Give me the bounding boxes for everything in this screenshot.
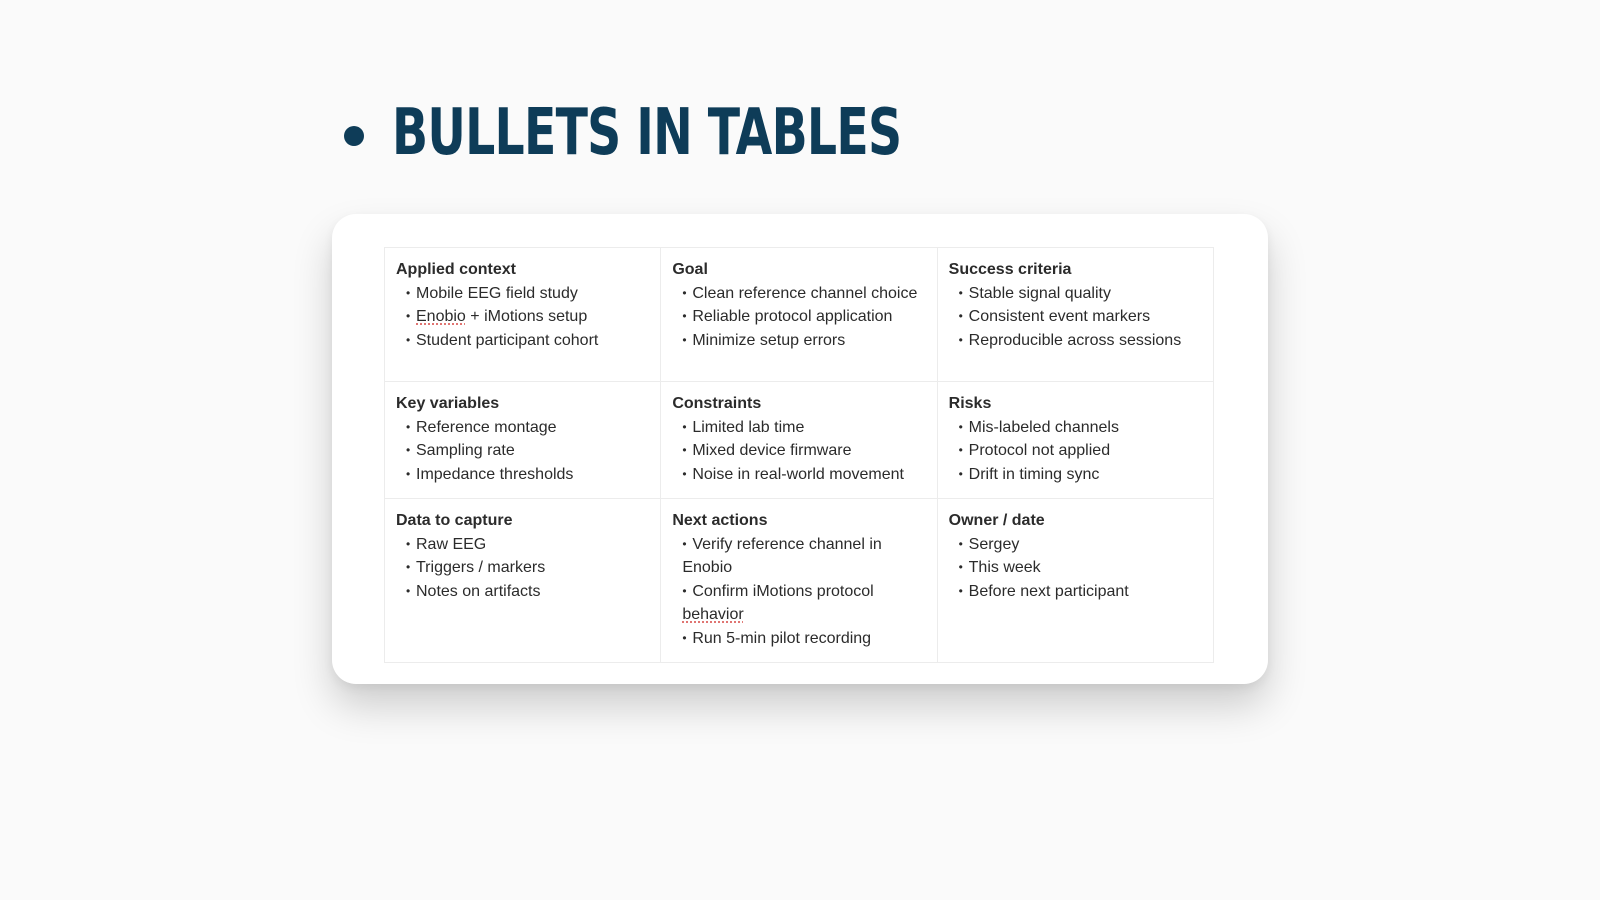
cell-risks[interactable] — [937, 382, 1213, 499]
bullet-item: • Protocol not applied — [949, 439, 1201, 463]
table-card — [332, 214, 1268, 684]
bullet-list — [949, 533, 1201, 604]
bullet-item: • Reproducible across sessions — [949, 329, 1201, 353]
table-row — [385, 499, 1214, 663]
bullet-item: • Sampling rate — [396, 439, 648, 463]
bullet-item: • Limited lab time — [672, 416, 924, 440]
bullet-item: • Reference montage — [396, 416, 648, 440]
cell-data-to-capture[interactable] — [385, 499, 661, 663]
bullet-item: • Drift in timing sync — [949, 463, 1201, 487]
cell-goal[interactable] — [661, 248, 937, 382]
bullet-item: • Clean reference channel choice — [672, 282, 924, 306]
cell-applied-context[interactable] — [385, 248, 661, 382]
bullet-item: • Noise in real-world movement — [672, 463, 924, 487]
bullet-item: • Mis-labeled channels — [949, 416, 1201, 440]
cell-heading: Goal — [672, 261, 708, 278]
bullet-item: • This week — [949, 556, 1201, 580]
spellcheck-word: behavior — [682, 606, 744, 623]
bullet-item: • Triggers / markers — [396, 556, 648, 580]
cell-success-criteria[interactable] — [937, 248, 1213, 382]
bullet-item — [672, 580, 924, 627]
cell-heading: Next actions — [672, 512, 768, 529]
cell-next-actions[interactable] — [661, 499, 937, 663]
bullet-list — [672, 282, 924, 353]
cell-heading: Constraints — [672, 395, 762, 412]
bullet-item: • Run 5-min pilot recording — [672, 627, 924, 651]
bullet-item — [396, 305, 648, 329]
bullet-item-text: Confirm iMotions protocol — [692, 582, 874, 600]
cell-constraints[interactable] — [661, 382, 937, 499]
bullet-item: • Stable signal quality — [949, 282, 1201, 306]
bullet-item-rest: + iMotions setup — [465, 308, 588, 325]
bullet-item: • Raw EEG — [396, 533, 648, 557]
bullet-list — [949, 282, 1201, 353]
title-bullet-icon — [344, 126, 364, 146]
table-row — [385, 382, 1214, 499]
cell-heading: Key variables — [396, 395, 500, 412]
bullet-item: • Verify reference channel in Enobio — [672, 533, 924, 580]
cell-heading: Risks — [948, 395, 992, 412]
cell-key-variables[interactable] — [385, 382, 661, 499]
bullet-item: • Impedance thresholds — [396, 463, 648, 487]
bullet-item: • Mobile EEG field study — [396, 282, 648, 306]
bullet-list — [672, 416, 924, 487]
bullet-list — [396, 282, 648, 353]
cell-heading: Data to capture — [396, 512, 513, 529]
cell-heading: Applied context — [396, 261, 517, 278]
bullet-item: • Reliable protocol application — [672, 305, 924, 329]
bullet-item: • Before next participant — [949, 580, 1201, 604]
bullet-item: • Notes on artifacts — [396, 580, 648, 604]
cell-owner-date[interactable] — [937, 499, 1213, 663]
title-text: BULLETS IN TABLES — [392, 96, 902, 170]
bullet-item: • Student participant cohort — [396, 329, 648, 353]
bullet-item: • Minimize setup errors — [672, 329, 924, 353]
slide-title — [344, 88, 1080, 178]
bullet-list — [396, 416, 648, 487]
table-row — [385, 248, 1214, 382]
bullets-table — [384, 247, 1214, 663]
bullet-list — [949, 416, 1201, 487]
bullet-list — [672, 533, 924, 651]
cell-heading: Owner / date — [948, 512, 1045, 529]
bullet-list — [396, 533, 648, 604]
bullet-item: • Sergey — [949, 533, 1201, 557]
cell-heading: Success criteria — [948, 261, 1072, 278]
bullet-item: • Consistent event markers — [949, 305, 1201, 329]
bullet-item: • Mixed device firmware — [672, 439, 924, 463]
spellcheck-word: Enobio — [416, 308, 466, 325]
